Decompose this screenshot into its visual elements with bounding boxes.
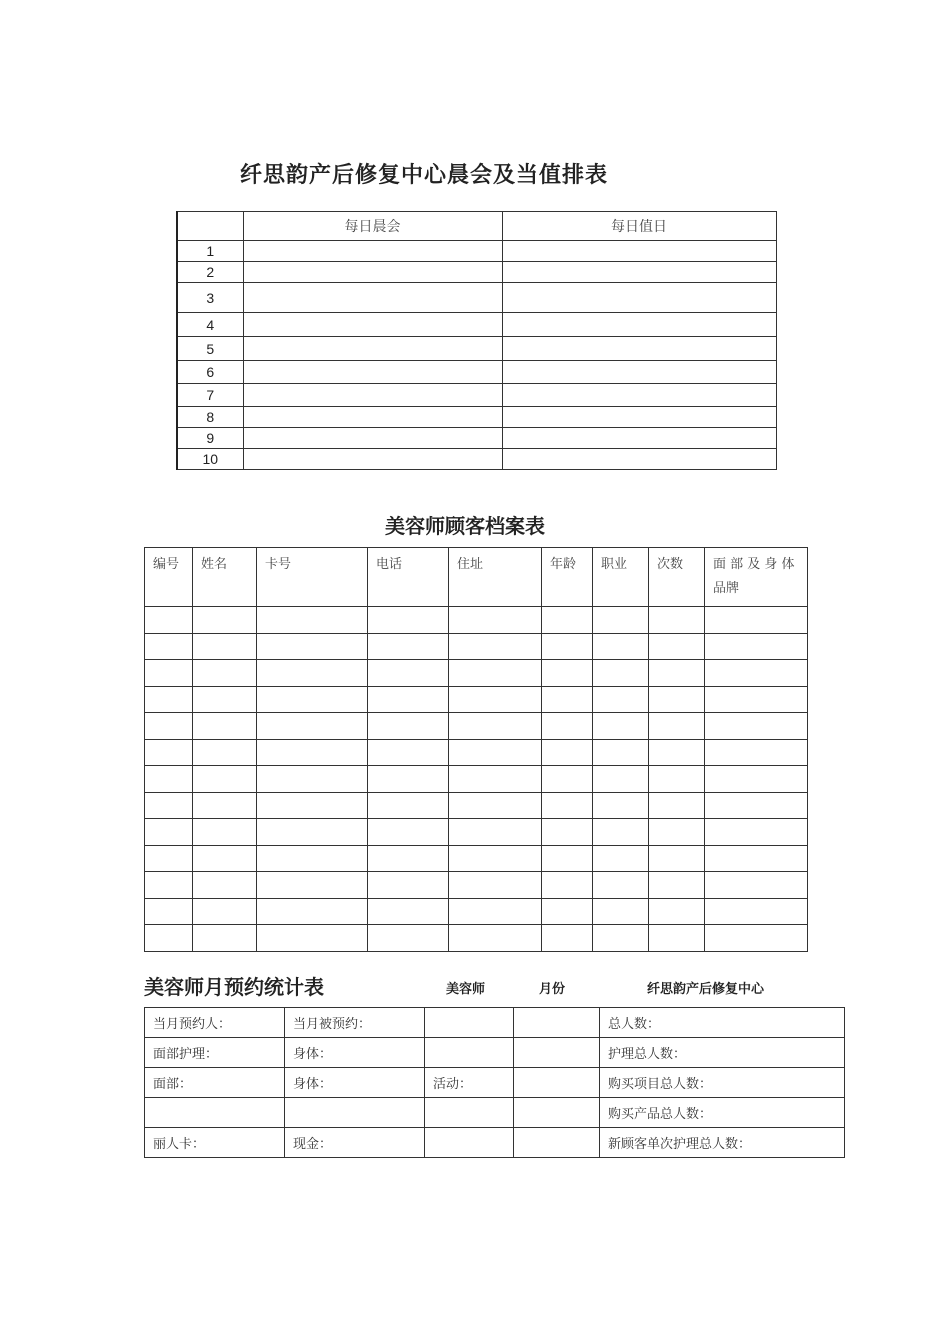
archive-cell[interactable]	[593, 686, 649, 713]
archive-cell[interactable]	[593, 819, 649, 846]
archive-cell[interactable]	[193, 739, 257, 766]
archive-row	[145, 607, 808, 634]
archive-cell[interactable]	[542, 766, 593, 793]
stats-cell[interactable]: 总人数：	[600, 1008, 845, 1038]
schedule-row	[177, 428, 776, 449]
schedule-row	[177, 313, 776, 337]
archive-cell[interactable]	[649, 819, 705, 846]
meeting-cell[interactable]	[243, 407, 502, 428]
archive-cell[interactable]	[593, 713, 649, 740]
stats-cell[interactable]	[145, 1098, 285, 1128]
stats-body	[145, 1008, 845, 1158]
stats-cell[interactable]: 当月被预约：	[285, 1008, 425, 1038]
archive-cell[interactable]	[193, 713, 257, 740]
archive-cell[interactable]	[593, 898, 649, 925]
row-number: 10	[177, 449, 243, 470]
archive-row	[145, 686, 808, 713]
duty-cell[interactable]	[502, 361, 776, 384]
archive-cell[interactable]	[542, 792, 593, 819]
header-occupation: 职业	[593, 548, 649, 607]
center-name: 纤思韵产后修复中心	[647, 982, 765, 997]
archive-cell[interactable]	[705, 739, 808, 766]
archive-cell[interactable]	[193, 660, 257, 687]
archive-cell[interactable]	[649, 898, 705, 925]
row-number: 9	[177, 428, 243, 449]
duty-cell[interactable]	[502, 313, 776, 337]
stats-cell[interactable]	[514, 1098, 600, 1128]
stats-cell[interactable]: 购买产品总人数：	[600, 1098, 845, 1128]
schedule-title: 纤思韵产后修复中心晨会及当值排表	[240, 163, 609, 188]
archive-cell[interactable]	[145, 739, 193, 766]
archive-cell[interactable]	[649, 766, 705, 793]
archive-cell[interactable]	[257, 607, 368, 634]
archive-cell[interactable]	[145, 898, 193, 925]
stats-cell[interactable]	[514, 1008, 600, 1038]
archive-cell[interactable]	[449, 792, 542, 819]
archive-cell[interactable]	[368, 819, 449, 846]
duty-cell[interactable]	[502, 283, 776, 313]
archive-cell[interactable]	[193, 819, 257, 846]
archive-cell[interactable]	[449, 898, 542, 925]
archive-cell[interactable]	[257, 766, 368, 793]
schedule-header-duty: 每日值日	[502, 212, 776, 241]
archive-cell[interactable]	[705, 792, 808, 819]
archive-cell[interactable]	[542, 872, 593, 899]
archive-cell[interactable]	[649, 792, 705, 819]
stats-title: 美容师月预约统计表	[144, 975, 324, 999]
archive-cell[interactable]	[368, 739, 449, 766]
row-number: 6	[177, 361, 243, 384]
archive-cell[interactable]	[705, 898, 808, 925]
archive-row	[145, 633, 808, 660]
archive-cell[interactable]	[593, 792, 649, 819]
stats-row	[145, 1038, 845, 1068]
archive-cell[interactable]	[449, 872, 542, 899]
archive-cell[interactable]	[449, 713, 542, 740]
row-number: 1	[177, 241, 243, 262]
archive-cell[interactable]	[257, 660, 368, 687]
archive-cell[interactable]	[705, 819, 808, 846]
duty-cell[interactable]	[502, 407, 776, 428]
archive-title: 美容师顾客档案表	[385, 514, 545, 538]
archive-cell[interactable]	[193, 872, 257, 899]
archive-cell[interactable]	[193, 633, 257, 660]
schedule-row	[177, 283, 776, 313]
archive-cell[interactable]	[368, 845, 449, 872]
archive-cell[interactable]	[449, 739, 542, 766]
archive-row	[145, 792, 808, 819]
archive-cell[interactable]	[542, 607, 593, 634]
archive-cell[interactable]	[193, 925, 257, 952]
monthly-stats-table	[144, 1007, 845, 1158]
schedule-row	[177, 449, 776, 470]
archive-cell[interactable]	[593, 925, 649, 952]
archive-cell[interactable]	[193, 898, 257, 925]
header-visits: 次数	[649, 548, 705, 607]
archive-cell[interactable]	[257, 686, 368, 713]
archive-cell[interactable]	[368, 713, 449, 740]
stats-cell[interactable]	[514, 1068, 600, 1098]
schedule-row	[177, 361, 776, 384]
duty-cell[interactable]	[502, 384, 776, 407]
stats-cell[interactable]: 面部护理：	[145, 1038, 285, 1068]
archive-cell[interactable]	[145, 607, 193, 634]
month-label: 月份	[539, 982, 566, 997]
stats-row	[145, 1068, 845, 1098]
archive-cell[interactable]	[193, 792, 257, 819]
archive-cell[interactable]	[145, 872, 193, 899]
archive-cell[interactable]	[542, 660, 593, 687]
archive-cell[interactable]	[193, 607, 257, 634]
archive-cell[interactable]	[257, 792, 368, 819]
stats-cell[interactable]: 护理总人数：	[600, 1038, 845, 1068]
archive-cell[interactable]	[193, 686, 257, 713]
archive-row	[145, 925, 808, 952]
beautician-label: 美容师	[446, 982, 486, 997]
row-number: 8	[177, 407, 243, 428]
duty-cell[interactable]	[502, 449, 776, 470]
archive-header-row	[145, 548, 808, 607]
archive-cell[interactable]	[368, 872, 449, 899]
archive-row	[145, 898, 808, 925]
archive-cell[interactable]	[705, 925, 808, 952]
stats-cell[interactable]	[285, 1098, 425, 1128]
meeting-cell[interactable]	[243, 384, 502, 407]
duty-cell[interactable]	[502, 428, 776, 449]
archive-cell[interactable]	[593, 845, 649, 872]
duty-cell[interactable]	[502, 241, 776, 262]
schedule-row	[177, 407, 776, 428]
archive-cell[interactable]	[257, 925, 368, 952]
archive-cell[interactable]	[257, 845, 368, 872]
archive-row	[145, 739, 808, 766]
archive-row	[145, 660, 808, 687]
archive-cell[interactable]	[368, 925, 449, 952]
row-number: 4	[177, 313, 243, 337]
archive-cell[interactable]	[449, 845, 542, 872]
meeting-cell[interactable]	[243, 361, 502, 384]
archive-cell[interactable]	[542, 925, 593, 952]
archive-cell[interactable]	[542, 739, 593, 766]
stats-cell[interactable]: 新顾客单次护理总人数：	[600, 1128, 845, 1158]
archive-cell[interactable]	[193, 766, 257, 793]
archive-cell[interactable]	[649, 633, 705, 660]
archive-cell[interactable]	[705, 872, 808, 899]
archive-cell[interactable]	[705, 845, 808, 872]
archive-cell[interactable]	[649, 686, 705, 713]
archive-row	[145, 872, 808, 899]
header-id: 编号	[145, 548, 193, 607]
archive-cell[interactable]	[449, 925, 542, 952]
archive-cell[interactable]	[649, 607, 705, 634]
meeting-cell[interactable]	[243, 283, 502, 313]
header-address: 住址	[449, 548, 542, 607]
schedule-row	[177, 384, 776, 407]
stats-row	[145, 1128, 845, 1158]
stats-cell[interactable]: 身体：	[285, 1038, 425, 1068]
archive-cell[interactable]	[145, 633, 193, 660]
archive-cell[interactable]	[145, 845, 193, 872]
duty-cell[interactable]	[502, 337, 776, 361]
archive-cell[interactable]	[593, 633, 649, 660]
meeting-cell[interactable]	[243, 241, 502, 262]
stats-cell[interactable]	[425, 1038, 514, 1068]
archive-cell[interactable]	[368, 898, 449, 925]
schedule-header-meeting: 每日晨会	[243, 212, 502, 241]
stats-cell[interactable]	[425, 1098, 514, 1128]
archive-cell[interactable]	[449, 766, 542, 793]
archive-cell[interactable]	[593, 607, 649, 634]
header-card-number: 卡号	[257, 548, 368, 607]
stats-row	[145, 1098, 845, 1128]
schedule-table	[176, 211, 777, 470]
archive-cell[interactable]	[649, 739, 705, 766]
archive-cell[interactable]	[368, 766, 449, 793]
archive-cell[interactable]	[193, 845, 257, 872]
archive-cell[interactable]	[705, 633, 808, 660]
stats-cell[interactable]: 面部：	[145, 1068, 285, 1098]
archive-cell[interactable]	[649, 845, 705, 872]
stats-cell[interactable]: 活动：	[425, 1068, 514, 1098]
archive-cell[interactable]	[145, 686, 193, 713]
archive-cell[interactable]	[542, 633, 593, 660]
archive-cell[interactable]	[649, 713, 705, 740]
meeting-cell[interactable]	[243, 262, 502, 283]
row-number: 5	[177, 337, 243, 361]
meeting-cell[interactable]	[243, 337, 502, 361]
archive-cell[interactable]	[449, 819, 542, 846]
archive-cell[interactable]	[368, 633, 449, 660]
header-brand: 面 部 及 身 体 品牌	[705, 548, 808, 607]
archive-cell[interactable]	[705, 766, 808, 793]
row-number: 3	[177, 283, 243, 313]
archive-cell[interactable]	[542, 819, 593, 846]
archive-cell[interactable]	[449, 633, 542, 660]
archive-cell[interactable]	[593, 660, 649, 687]
meeting-cell[interactable]	[243, 313, 502, 337]
archive-cell[interactable]	[368, 686, 449, 713]
archive-cell[interactable]	[257, 633, 368, 660]
archive-cell[interactable]	[145, 713, 193, 740]
header-name: 姓名	[193, 548, 257, 607]
stats-cell[interactable]: 现金：	[285, 1128, 425, 1158]
stats-cell[interactable]	[425, 1008, 514, 1038]
archive-cell[interactable]	[593, 872, 649, 899]
archive-cell[interactable]	[705, 607, 808, 634]
archive-cell[interactable]	[593, 766, 649, 793]
schedule-header-row	[177, 212, 776, 241]
stats-cell[interactable]: 身体：	[285, 1068, 425, 1098]
archive-cell[interactable]	[649, 925, 705, 952]
archive-cell[interactable]	[705, 660, 808, 687]
meeting-cell[interactable]	[243, 428, 502, 449]
customer-archive-table	[144, 547, 808, 952]
stats-cell[interactable]: 购买项目总人数：	[600, 1068, 845, 1098]
schedule-row	[177, 337, 776, 361]
archive-body	[145, 607, 808, 952]
archive-cell[interactable]	[449, 660, 542, 687]
stats-cell[interactable]	[514, 1128, 600, 1158]
archive-cell[interactable]	[145, 819, 193, 846]
archive-cell[interactable]	[257, 713, 368, 740]
archive-cell[interactable]	[649, 660, 705, 687]
stats-cell[interactable]: 丽人卡：	[145, 1128, 285, 1158]
duty-cell[interactable]	[502, 262, 776, 283]
schedule-row	[177, 241, 776, 262]
stats-cell[interactable]	[425, 1128, 514, 1158]
archive-cell[interactable]	[368, 792, 449, 819]
stats-cell[interactable]	[514, 1038, 600, 1068]
archive-cell[interactable]	[542, 713, 593, 740]
archive-cell[interactable]	[593, 739, 649, 766]
archive-row	[145, 819, 808, 846]
archive-cell[interactable]	[257, 739, 368, 766]
archive-row	[145, 766, 808, 793]
archive-cell[interactable]	[145, 660, 193, 687]
schedule-row	[177, 262, 776, 283]
archive-cell[interactable]	[649, 872, 705, 899]
archive-row	[145, 713, 808, 740]
archive-cell[interactable]	[542, 898, 593, 925]
archive-cell[interactable]	[542, 686, 593, 713]
archive-cell[interactable]	[257, 872, 368, 899]
row-number: 7	[177, 384, 243, 407]
schedule-header-blank	[177, 212, 243, 241]
archive-cell[interactable]	[449, 686, 542, 713]
archive-cell[interactable]	[705, 713, 808, 740]
archive-cell[interactable]	[368, 660, 449, 687]
stats-cell[interactable]: 当月预约人：	[145, 1008, 285, 1038]
header-age: 年龄	[542, 548, 593, 607]
stats-row	[145, 1008, 845, 1038]
archive-cell[interactable]	[145, 925, 193, 952]
archive-cell[interactable]	[705, 686, 808, 713]
meeting-cell[interactable]	[243, 449, 502, 470]
archive-cell[interactable]	[145, 766, 193, 793]
archive-cell[interactable]	[542, 845, 593, 872]
archive-cell[interactable]	[368, 607, 449, 634]
archive-cell[interactable]	[145, 792, 193, 819]
archive-cell[interactable]	[257, 898, 368, 925]
archive-cell[interactable]	[449, 607, 542, 634]
row-number: 2	[177, 262, 243, 283]
archive-row	[145, 845, 808, 872]
header-phone: 电话	[368, 548, 449, 607]
archive-cell[interactable]	[257, 819, 368, 846]
